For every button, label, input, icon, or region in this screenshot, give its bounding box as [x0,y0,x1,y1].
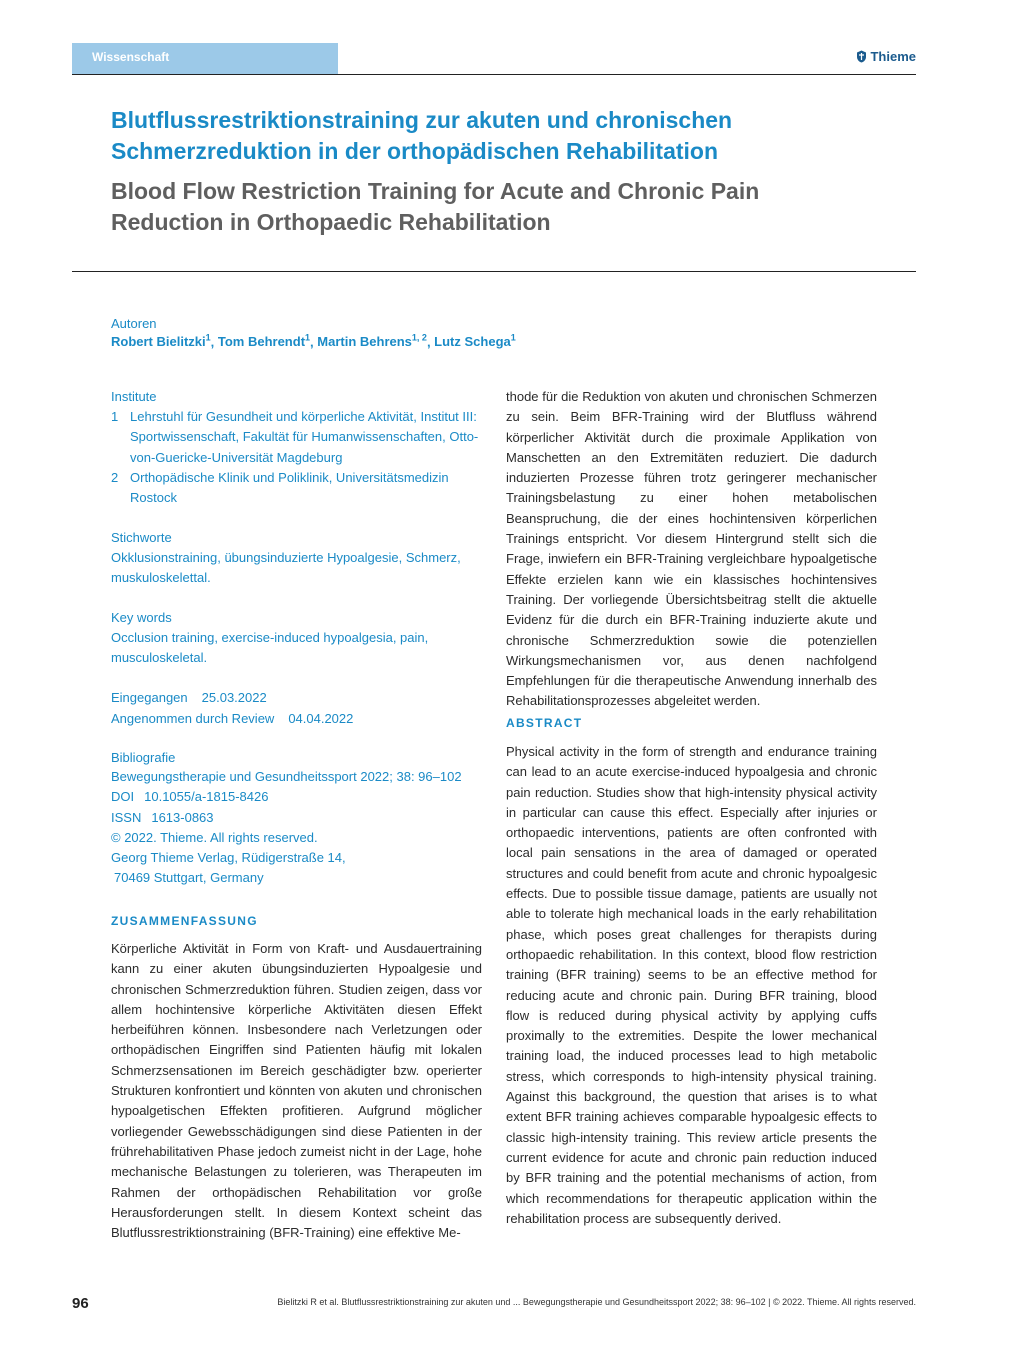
publisher-address-line: 70469 Stuttgart, Germany [114,870,264,886]
institute-number: 2 [111,469,119,485]
zusammenfassung-text: Körperliche Aktivität in Form von Kraft- und Ausdauertraining kann zu einer akuten übungsinduzierten Hypoalgesie und chronischen Schmerzreduktion führen. Studien zeigen, dass vor allem hochintensive körperliche Aktivitäten diesen Effekt herbeiführen können. Insbesondere nach Verletzungen oder orthopädischen Eingriffen sind Patienten häufig mit lokalen Schmerzsensationen im Bereich geschädigter bzw. operierter Strukturen konfrontiert und könnten von akuten und chronischen hypoalgetischen Effekten profitieren. Aufgrund möglicher vorliegender Gewebsschädigungen sind diese Patienten in der frührehabilitativen Phase jedoch zumeist nicht in der Lage, hohe mechanische Belastungen zu tolerieren, was Therapeuten im Rahmen der orthopädischen Rehabilitation vor große Herausforderungen stellt. In diesem Kontext scheint das Blutflussrestriktionstraining (BFR-Training) eine effektive Me- [111,941,482,1241]
institute-list [111,407,486,508]
accepted-label: Angenommen durch Review [111,711,275,726]
copyright: © 2022. Thieme. All rights reserved. [111,829,318,845]
institutes-label: Institute [111,389,157,404]
title-german: Blutflussrestriktionstraining zur akuten und chronischen Schmerzreduktion in der orthopädischen Rehabilitation [111,107,733,164]
institute-item [111,468,486,509]
header-rule [72,74,916,75]
keywords-de: Okklusionstraining, übungsinduzierte Hypoalgesie, Schmerz, muskuloskelettal. [111,550,461,586]
bibliography-label: Bibliografie [111,750,176,765]
title-rule [72,271,916,272]
authors-label: Autoren [111,316,157,331]
abstract-text: Physical activity in the form of strength and endurance training can lead to an acute exercise-induced hypoalgesia and chronic pain reduction. Studies show that high-intensity physical activity in particular can cause this effect. Especially after injuries or orthopaedic interventions, patients are often confronted with local pain sensations in the area of damaged or operated structures and could benefit from acute and chronic hypoalgesic effects. Due to possible tissue damage, patients are usually not able to tolerate high mechanical loads in the early rehabilitation phase, which poses great challenges for therapists during orthopaedic rehabilitation. In this context, blood flow restriction training (BFR training) seems to be an effective method for reducing acute and chronic pain. During BFR training, blood flow is reduced during physical activity by applying cuffs proximally to the extremities. Despite the lower mechanical training load, the induced processes lead to high metabolic stress, which corresponds to high-intensity physical training. Against this background, the question that arises is to what extent BFR training achieves comparable hypoalgesic effects to classic high-intensity training. This review article presents the current evidence for acute and chronic pain reduction induced by BFR training and the potential mechanisms of action, from which recommendations for therapeutic application within the rehabilitation process are subsequently derived. [506,744,877,1226]
publisher-logo [856,49,916,64]
doi-link[interactable]: 10.1055/a-1815-8426 [144,789,269,805]
author: Tom Behrendt$^1$ [217,333,311,350]
doi-label: DOI [111,789,135,805]
footer-citation: Bielitzki R et al. Blutflussrestriktionstraining zur akuten und ... Bewegungstherapie und Gesundheitssport 2022; 38: 96–102 | © 2022. Thieme. All rights reserved. [277,1297,916,1307]
received-row [111,687,353,708]
title-english: Blood Flow Restriction Training for Acute and Chronic Pain Reduction in Orthopaedic Rehabilitation [111,178,760,235]
zusammenfassung-text-continued: thode für die Reduktion von akuten und chronischen Schmerzen zu sein. Beim BFR-Training wird der Blutfluss während körperlicher Aktivität durch die proximale Applikation von Manschetten an den Extremitäten reduziert. Die dadurch induzierten Prozesse führen trotz geringerer mechanischer Trainingsbelastung zu einer hohen metabolischen Beanspruchung, die der eines hochintensiven körperlichen Trainings entspricht. Vor diesem Hintergrund stellt sich die Frage, inwiefern ein BFR-Training vergleichbare hypoalgetische Effekte erzielen kann wie ein klassisches hochintensives Training. Der vorliegende Übersichtsbeitrag stellt die aktuelle Evidenz für die durch ein BFR-Training induzierte akute und chronische Schmerzreduktion sowie die potenziellen Wirkungsmechanismen vor, aus denen nachfolgend Empfehlungen für die therapeutische Anwendung innerhalb des Rehabilitationsprozesses abgeleitet werden. [506,389,877,709]
thieme-crest-icon [856,50,867,63]
accepted-row [111,708,353,729]
dates-block [111,687,353,729]
issn-label: ISSN [111,809,142,825]
abstract-heading: ABSTRACT [506,716,583,730]
journal-citation: Bewegungstherapie und Gesundheitssport 2022; 38: 96–102 [111,769,462,784]
received-label: Eingegangen [111,690,188,705]
publisher-address-line: Georg Thieme Verlag, Rüdigerstraße 14, [111,850,346,866]
keywords-en: Occlusion training, exercise-induced hypoalgesia, pain, musculoskeletal. [111,630,429,666]
author: Lutz Schega$^1$ [434,333,516,350]
institute-text: Orthopädische Klinik und Poliklinik, Universitätsmedizin Rostock [130,469,449,506]
author: Robert Bielitzki$^1$ [111,333,211,350]
keywords-de-label: Stichworte [111,530,172,545]
bibliography-block [111,767,491,889]
doi-row [111,787,491,807]
author: Martin Behrens$^{1, 2}$ [317,333,427,350]
publisher-name: Thieme [870,49,916,64]
received-date: 25.03.2022 [201,690,267,705]
institute-number: 1 [111,409,119,424]
institute-item [111,407,486,468]
issn-value: 1613-0863 [151,809,214,825]
zusammenfassung-heading: ZUSAMMENFASSUNG [111,914,258,928]
page-number: 96 [72,1295,89,1312]
issn-row [111,808,491,828]
author-list: Robert Bielitzki$^1$, Tom Behrendt$^1$, Martin Behrens$^{1, 2}$, Lutz Schega$^1$ [111,333,516,350]
keywords-en-label: Key words [111,610,172,625]
institute-text: Lehrstuhl für Gesundheit und körperliche Aktivität, Institut III: Sportwissenschaft, Fakultät für Humanwissenschaften, Otto-von-Guericke-Universität Magdeburg [130,409,479,465]
accepted-date: 04.04.2022 [288,711,354,726]
section-tab: Wissenschaft [72,43,338,74]
